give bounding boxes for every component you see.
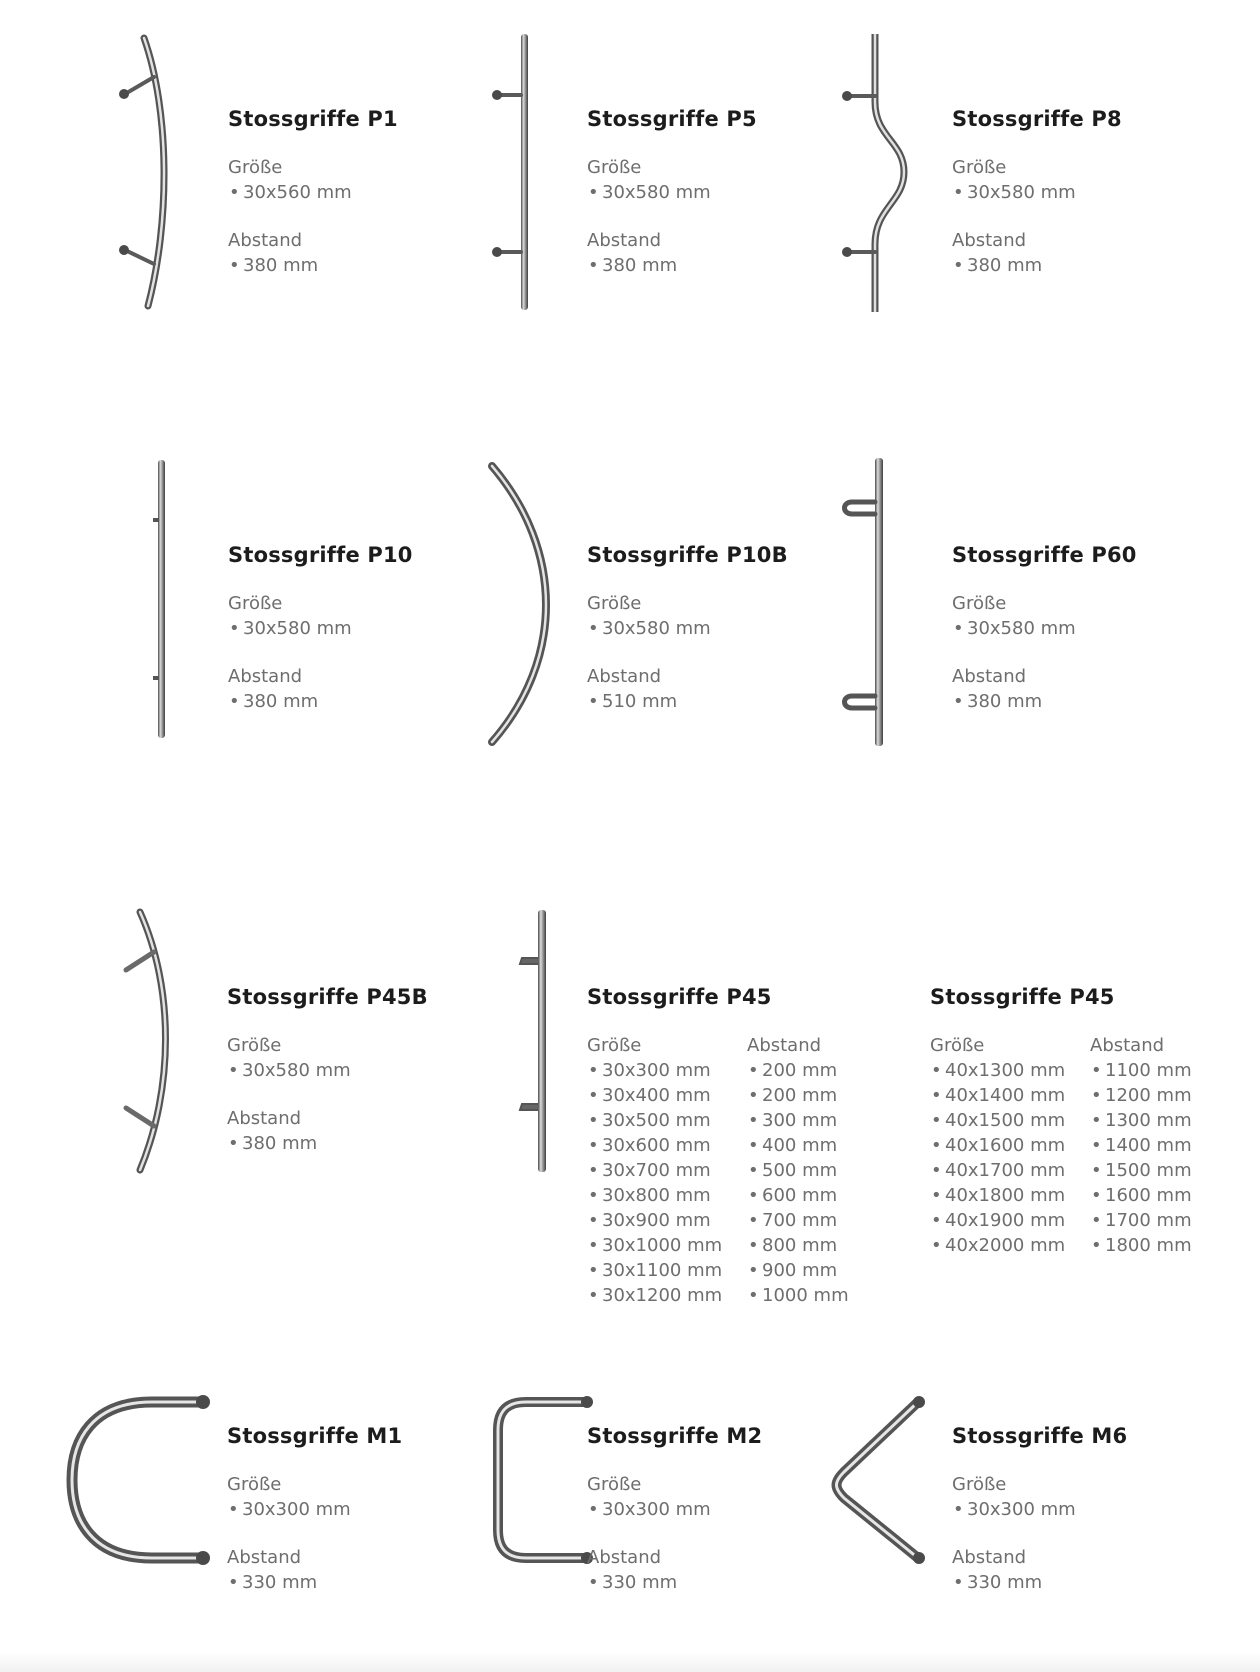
size-value: • 30x600 mm (587, 1133, 747, 1158)
round-u-handle-icon (62, 1390, 212, 1570)
distance-value: • 700 mm (747, 1208, 907, 1233)
size-value: • 40x1300 mm (930, 1058, 1090, 1083)
distance-value: • 380 mm (227, 1131, 557, 1156)
size-label: Größe (587, 157, 642, 178)
size-value: • 30x580 mm (228, 616, 558, 641)
distance-value: • 330 mm (227, 1570, 557, 1595)
offset-pull-handle-icon (838, 32, 918, 316)
size-value: • 30x1200 mm (587, 1283, 747, 1308)
footer-shade (0, 1652, 1260, 1672)
distance-value: • 1000 mm (747, 1283, 907, 1308)
spec-columns (587, 1034, 887, 1308)
product-title: Stossgriffe P10 (228, 543, 413, 567)
size-value: • 40x1400 mm (930, 1083, 1090, 1108)
distance-label: Abstand (227, 1108, 302, 1129)
size-value: • 30x300 mm (587, 1058, 747, 1083)
distance-value: • 200 mm (747, 1058, 907, 1083)
product-card-p8 (952, 106, 1260, 278)
size-value: • 30x400 mm (587, 1083, 747, 1108)
size-column (930, 1034, 1090, 1258)
distance-value: • 1500 mm (1090, 1158, 1250, 1183)
product-card-p45 (587, 984, 887, 1308)
distance-label: Abstand (952, 666, 1027, 687)
distance-value: • 1400 mm (1090, 1133, 1250, 1158)
distance-value: • 1200 mm (1090, 1083, 1250, 1108)
distance-column (1090, 1034, 1250, 1258)
distance-value: • 330 mm (587, 1570, 917, 1595)
distance-value: • 380 mm (228, 253, 558, 278)
distance-value: • 400 mm (747, 1133, 907, 1158)
size-label: Größe (228, 157, 283, 178)
distance-value: • 200 mm (747, 1083, 907, 1108)
distance-label: Abstand (228, 230, 303, 251)
size-value: • 30x300 mm (227, 1497, 557, 1522)
size-value: • 40x1800 mm (930, 1183, 1090, 1208)
distance-value: • 380 mm (952, 689, 1260, 714)
size-label: Größe (228, 593, 283, 614)
distance-label: Abstand (587, 1547, 662, 1568)
distance-value: • 330 mm (952, 1570, 1260, 1595)
size-column (587, 1034, 747, 1308)
product-title: Stossgriffe P8 (952, 107, 1122, 131)
size-value: • 30x900 mm (587, 1208, 747, 1233)
size-value: • 30x560 mm (228, 180, 558, 205)
size-label: Größe (587, 1035, 642, 1056)
product-title: Stossgriffe P1 (228, 107, 398, 131)
size-value: • 30x300 mm (952, 1497, 1260, 1522)
product-card-p45-large (930, 984, 1250, 1258)
size-label: Größe (227, 1474, 282, 1495)
distance-value: • 1800 mm (1090, 1233, 1250, 1258)
size-value: • 30x500 mm (587, 1108, 747, 1133)
distance-value: • 900 mm (747, 1258, 907, 1283)
size-value: • 30x580 mm (587, 616, 917, 641)
size-value: • 30x1000 mm (587, 1233, 747, 1258)
distance-label: Abstand (227, 1547, 302, 1568)
square-u-handle-icon (486, 1390, 596, 1570)
distance-value: • 1600 mm (1090, 1183, 1250, 1208)
size-value: • 40x1500 mm (930, 1108, 1090, 1133)
product-card-p60 (952, 542, 1260, 714)
size-label: Größe (930, 1035, 985, 1056)
size-value: • 30x800 mm (587, 1183, 747, 1208)
angled-curved-handle-icon (118, 908, 188, 1178)
distance-value: • 510 mm (587, 689, 917, 714)
distance-label: Abstand (952, 1547, 1027, 1568)
straight-pull-handle-icon (488, 32, 548, 314)
product-title: Stossgriffe P45B (227, 985, 428, 1009)
distance-value: • 600 mm (747, 1183, 907, 1208)
size-label: Größe (227, 1035, 282, 1056)
size-value: • 40x1600 mm (930, 1133, 1090, 1158)
curved-pull-handle-icon (112, 32, 182, 312)
size-value: • 30x700 mm (587, 1158, 747, 1183)
distance-value: • 800 mm (747, 1233, 907, 1258)
distance-value: • 380 mm (587, 253, 917, 278)
product-card-m6 (952, 1423, 1260, 1595)
spec-columns (930, 1034, 1250, 1258)
distance-value: • 1100 mm (1090, 1058, 1250, 1083)
product-title: Stossgriffe M2 (587, 1424, 763, 1448)
size-label: Größe (587, 593, 642, 614)
size-value: • 30x300 mm (587, 1497, 917, 1522)
size-label: Größe (587, 1474, 642, 1495)
straight-bar-handle-icon (148, 458, 178, 742)
size-label: Größe (952, 157, 1007, 178)
distance-value: • 1700 mm (1090, 1208, 1250, 1233)
size-label: Größe (952, 593, 1007, 614)
size-value: • 30x580 mm (227, 1058, 557, 1083)
distance-value: • 380 mm (952, 253, 1260, 278)
distance-column (747, 1034, 907, 1308)
product-title: Stossgriffe P5 (587, 107, 757, 131)
bracket-pull-handle-icon (832, 456, 902, 750)
product-title: Stossgriffe P45 (587, 985, 772, 1009)
size-value: • 40x1700 mm (930, 1158, 1090, 1183)
distance-value: • 500 mm (747, 1158, 907, 1183)
size-value: • 30x580 mm (952, 180, 1260, 205)
bow-handle-icon (484, 460, 564, 750)
distance-label: Abstand (747, 1035, 822, 1056)
product-title: Stossgriffe P45 (930, 985, 1115, 1009)
distance-value: • 1300 mm (1090, 1108, 1250, 1133)
distance-value: • 380 mm (228, 689, 558, 714)
product-title: Stossgriffe P60 (952, 543, 1137, 567)
size-label: Größe (952, 1474, 1007, 1495)
distance-label: Abstand (1090, 1035, 1165, 1056)
size-value: • 30x1100 mm (587, 1258, 747, 1283)
distance-label: Abstand (228, 666, 303, 687)
size-value: • 40x2000 mm (930, 1233, 1090, 1258)
angled-straight-handle-icon (514, 908, 554, 1178)
size-value: • 30x580 mm (952, 616, 1260, 641)
size-value: • 40x1900 mm (930, 1208, 1090, 1233)
v-handle-icon (822, 1390, 932, 1570)
distance-value: • 300 mm (747, 1108, 907, 1133)
product-title: Stossgriffe M6 (952, 1424, 1128, 1448)
distance-label: Abstand (587, 666, 662, 687)
product-title: Stossgriffe M1 (227, 1424, 403, 1448)
product-title: Stossgriffe P10B (587, 543, 788, 567)
distance-label: Abstand (587, 230, 662, 251)
product-card-p45b (227, 984, 557, 1156)
distance-label: Abstand (952, 230, 1027, 251)
size-value: • 30x580 mm (587, 180, 917, 205)
